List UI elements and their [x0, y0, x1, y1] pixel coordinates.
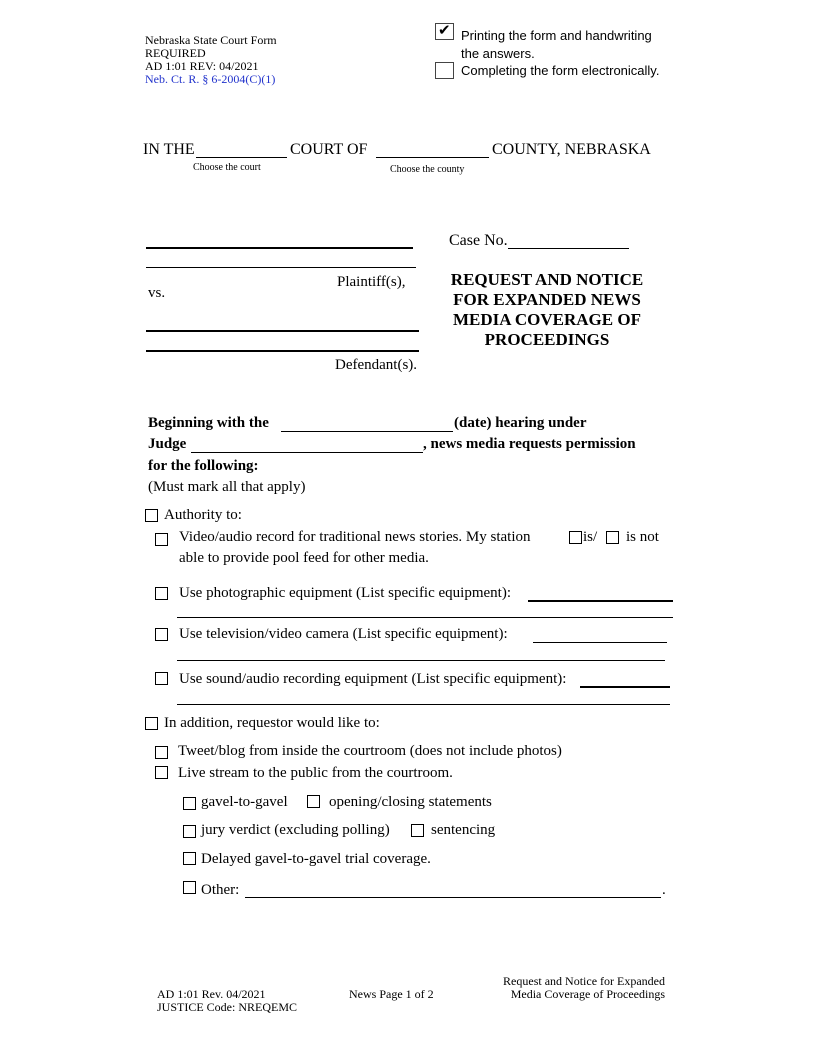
sentencing-label: sentencing — [431, 822, 496, 838]
station-is-not-label: is not — [626, 529, 659, 545]
tv-equipment-field-1[interactable] — [533, 642, 667, 643]
delayed-checkbox[interactable] — [183, 852, 196, 865]
form-required: REQUIRED — [145, 46, 206, 60]
intro-beginning: Beginning with the — [148, 415, 269, 431]
sound-equipment-field-2[interactable] — [177, 704, 670, 705]
intro-following: for the following: — [148, 458, 259, 474]
delayed-label: Delayed gavel-to-gavel trial coverage. — [201, 851, 431, 867]
addition-label: In addition, requestor would like to: — [164, 715, 380, 731]
must-mark-note: (Must mark all that apply) — [148, 479, 306, 495]
intro-judge: Judge — [148, 436, 187, 452]
video-label: Video/audio record for traditional news stories. My station — [179, 529, 531, 545]
county-hint: Choose the county — [390, 164, 465, 175]
station-is-checkbox[interactable] — [569, 531, 582, 544]
defendant-line-2[interactable] — [146, 350, 419, 352]
footer-page: News Page 1 of 2 — [349, 987, 434, 1001]
live-stream-checkbox[interactable] — [155, 766, 168, 779]
gavel-label: gavel-to-gavel — [201, 794, 288, 810]
photo-equipment-field-2[interactable] — [177, 617, 673, 618]
sound-checkbox[interactable] — [155, 672, 168, 685]
video-checkbox[interactable] — [155, 533, 168, 546]
case-no-field[interactable] — [508, 248, 629, 249]
station-is-label: is/ — [583, 529, 598, 545]
print-option-label: Printing the form and handwriting the answers. — [461, 28, 652, 61]
defendant-line-1[interactable] — [146, 330, 419, 332]
sound-equipment-field-1[interactable] — [580, 686, 670, 688]
authority-checkbox[interactable] — [145, 509, 158, 522]
pool-feed-label: able to provide pool feed for other media. — [179, 550, 429, 566]
county-nebraska-text: COUNTY, NEBRASKA — [492, 141, 651, 158]
other-checkbox[interactable] — [183, 881, 196, 894]
check-icon: ✔ — [438, 21, 451, 39]
court-hint: Choose the court — [193, 162, 261, 173]
electronic-option-label: Completing the form electronically. — [461, 63, 660, 78]
form-header — [145, 34, 277, 86]
sound-label: Use sound/audio recording equipment (List specific equipment): — [179, 671, 567, 687]
rule-link[interactable]: Neb. Ct. R. § 6-2004(C)(1) — [145, 72, 276, 86]
gavel-checkbox[interactable] — [183, 797, 196, 810]
judge-field[interactable] — [191, 452, 423, 453]
form-name: Nebraska State Court Form — [145, 33, 277, 47]
authority-label: Authority to: — [164, 507, 242, 523]
tweet-checkbox[interactable] — [155, 746, 168, 759]
live-stream-label: Live stream to the public from the courtroom. — [178, 765, 453, 781]
opening-checkbox[interactable] — [307, 795, 320, 808]
court-field[interactable] — [196, 157, 287, 158]
footer-revision: AD 1:01 Rev. 04/2021 JUSTICE Code: NREQEMC — [157, 987, 298, 1014]
print-option-checkbox[interactable] — [435, 23, 454, 40]
other-period: . — [662, 882, 666, 898]
court-of-text: COURT OF — [290, 141, 368, 158]
photo-equipment-field-1[interactable] — [528, 600, 673, 602]
plaintiff-line-1[interactable] — [146, 247, 413, 249]
other-label: Other: — [201, 882, 240, 898]
vs-label: vs. — [148, 285, 166, 301]
defendant-label: Defendant(s). — [335, 357, 418, 373]
document-title: REQUEST AND NOTICE FOR EXPANDED NEWS MEDIA COVERAGE OF PROCEEDINGS — [450, 270, 644, 349]
tv-label: Use television/video camera (List specific equipment): — [179, 626, 508, 642]
intro-hearing: (date) hearing under — [454, 415, 587, 431]
jury-verdict-checkbox[interactable] — [183, 825, 196, 838]
tv-equipment-field-2[interactable] — [177, 660, 665, 661]
jury-verdict-label: jury verdict (excluding polling) — [201, 822, 390, 838]
plaintiff-label: Plaintiff(s), — [337, 274, 406, 290]
station-is-not-checkbox[interactable] — [606, 531, 619, 544]
case-no-label: Case No. — [449, 232, 508, 249]
electronic-option-checkbox[interactable] — [435, 62, 454, 79]
intro-permission: , news media requests permission — [423, 436, 636, 452]
form-revision: AD 1:01 REV: 04/2021 — [145, 59, 259, 73]
footer-description: Request and Notice for Expanded Media Coverage of Proceedings — [503, 974, 665, 1001]
county-field[interactable] — [376, 157, 489, 158]
date-field[interactable] — [281, 431, 453, 432]
sentencing-checkbox[interactable] — [411, 824, 424, 837]
plaintiff-line-2[interactable] — [146, 267, 416, 268]
photo-checkbox[interactable] — [155, 587, 168, 600]
other-field[interactable] — [245, 897, 661, 898]
addition-checkbox[interactable] — [145, 717, 158, 730]
tweet-label: Tweet/blog from inside the courtroom (does not include photos) — [178, 743, 562, 759]
in-the-text: IN THE — [143, 141, 195, 158]
photo-label: Use photographic equipment (List specific equipment): — [179, 585, 511, 601]
tv-checkbox[interactable] — [155, 628, 168, 641]
opening-label: opening/closing statements — [329, 794, 492, 810]
